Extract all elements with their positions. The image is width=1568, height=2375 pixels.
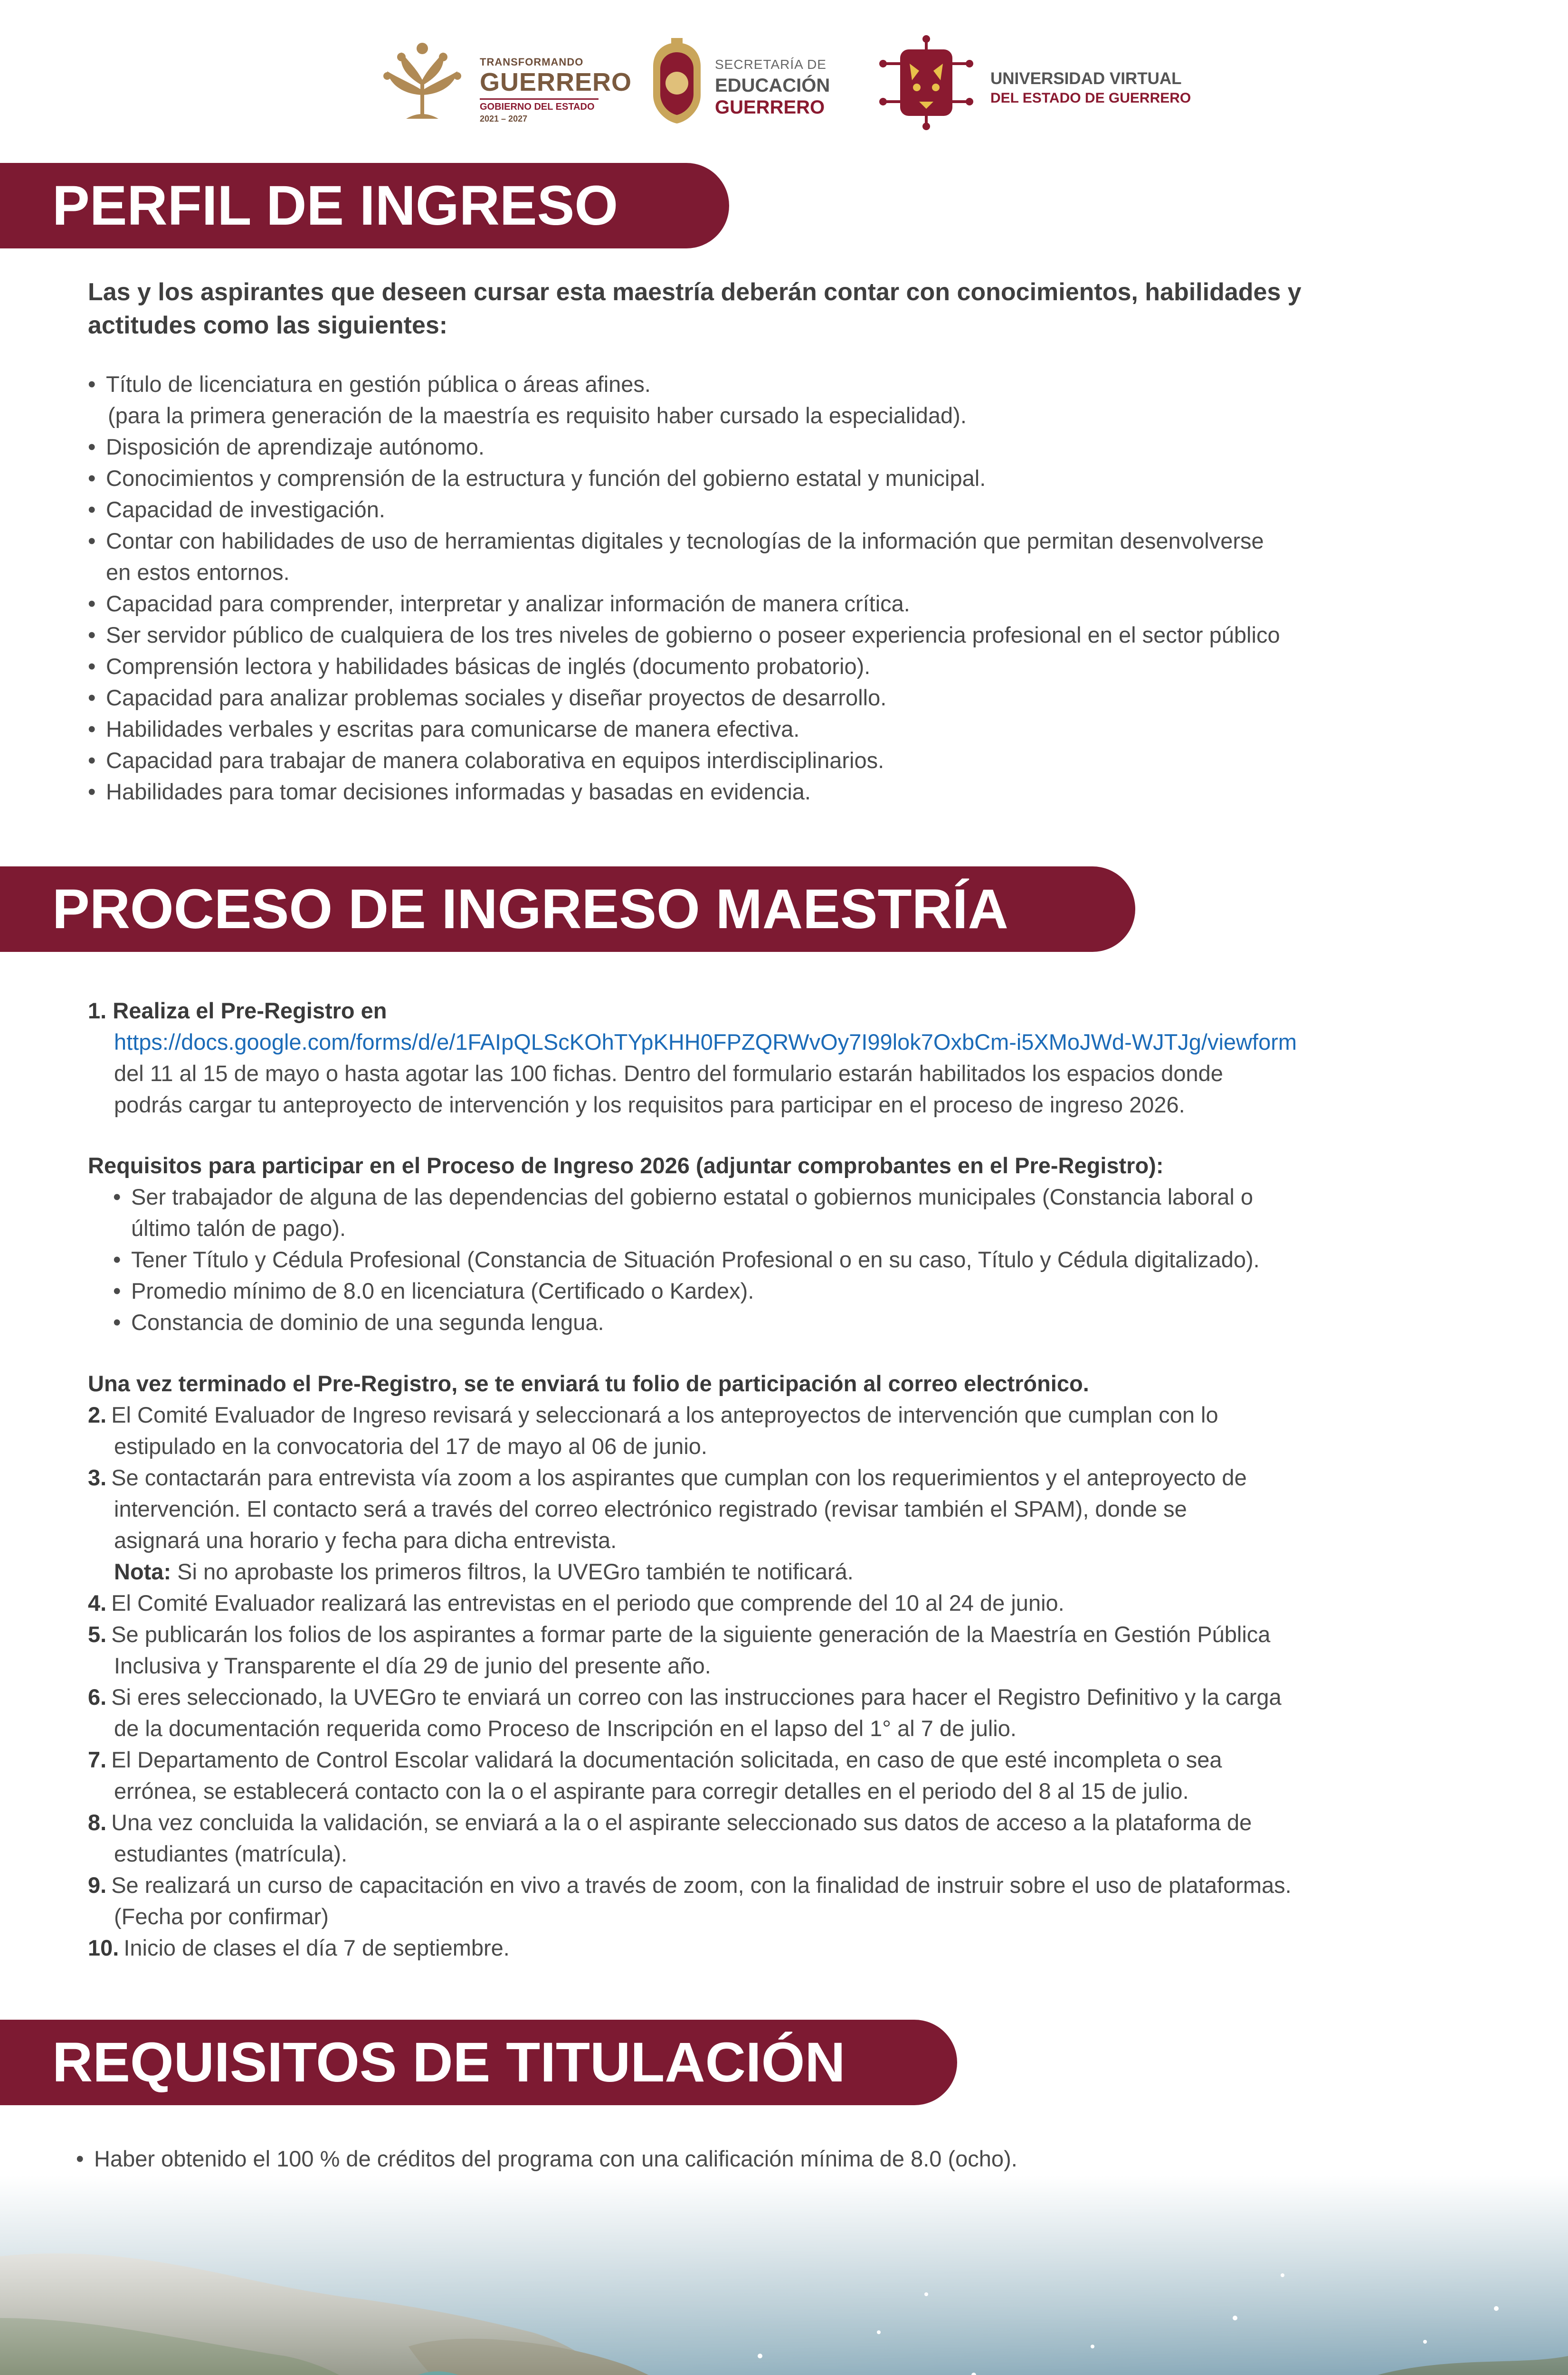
step-item-continuation: asignará una horario y fecha para dicha entrevista. (114, 1528, 617, 1553)
uv-line-2: DEL ESTADO DE GUERRERO (990, 90, 1191, 106)
sep-line-1: SECRETARÍA DE (715, 57, 827, 72)
step-item-continuation: estudiantes (matrícula). (114, 1841, 348, 1866)
step-text: Se contactarán para entrevista vía zoom a los aspirantes que cumplan con los requerimientos y el anteproyecto de (111, 1465, 1247, 1490)
logo-years-text: 2021 – 2027 (480, 114, 528, 124)
section-title-proceso: PROCESO DE INGRESO MAESTRÍA (0, 866, 1135, 952)
nota-line (114, 1556, 854, 1587)
nota-label: Nota: (114, 1559, 171, 1584)
list-item: • Contar con habilidades de uso de herramientas digitales y tecnologías de la información que permitan desenvolverse (88, 525, 1280, 557)
step-number: 10. (88, 1935, 119, 1960)
list-item: • Capacidad de investigación. (88, 494, 1280, 525)
step-item (88, 1462, 1247, 1493)
step-number: 4. (88, 1590, 107, 1615)
step-1-line-3: podrás cargar tu anteproyecto de intervención y los requisitos para participar en el proceso de ingreso 2026. (114, 1092, 1185, 1117)
step-item-continuation: de la documentación requerida como Proceso de Inscripción en el lapso del 1° al 7 de julio. (114, 1716, 1017, 1741)
list-item: • Promedio mínimo de 8.0 en licenciatura (Certificado o Kardex). (113, 1275, 1260, 1307)
step-1-title: 1. Realiza el Pre-Registro en (88, 998, 387, 1023)
list-item: • Habilidades verbales y escritas para comunicarse de manera efectiva. (88, 713, 1280, 745)
step-text: Si eres seleccionado, la UVEGro te enviará un correo con las instrucciones para hacer el Registro Definitivo y la carga (111, 1684, 1282, 1710)
sep-line-2: EDUCACIÓN (715, 75, 830, 96)
step-item (88, 1807, 1252, 1838)
section-title-titulacion: REQUISITOS DE TITULACIÓN (0, 2020, 957, 2105)
perfil-intro (88, 276, 1494, 342)
step-text: Se publicarán los folios de los aspirantes a formar parte de la siguiente generación de la Maestría en Gestión Pública (111, 1622, 1271, 1647)
step-item-continuation: intervención. El contacto será a través del correo electrónico registrado (revisar también el SPAM), donde se (114, 1496, 1187, 1521)
list-item-continuation: en estos entornos. (106, 560, 290, 585)
uv-line-1: UNIVERSIDAD VIRTUAL (990, 69, 1182, 88)
jaguar-circuit-icon (872, 35, 981, 130)
list-item: • Capacidad para trabajar de manera colaborativa en equipos interdisciplinarios. (88, 745, 1280, 776)
step-item-continuation: Inclusiva y Transparente el día 29 de junio del presente año. (114, 1653, 711, 1678)
list-item: • Ser trabajador de alguna de las dependencias del gobierno estatal o gobiernos municipales (Constancia laboral o (113, 1181, 1260, 1213)
folio-note: Una vez terminado el Pre-Registro, se te enviará tu folio de participación al correo electrónico. (88, 1371, 1089, 1396)
logo-name-text: GUERRERO (480, 68, 632, 96)
step-number: 5. (88, 1622, 107, 1647)
step-text: El Comité Evaluador realizará las entrevistas en el periodo que comprende del 10 al 24 de junio. (111, 1590, 1064, 1615)
step-text: Inicio de clases el día 7 de septiembre. (124, 1935, 510, 1960)
sep-line-3: GUERRERO (715, 97, 825, 118)
requisitos-title: Requisitos para participar en el Proceso de Ingreso 2026 (adjuntar comprobantes en el Pre-Registro): (88, 1153, 1164, 1178)
step-number: 9. (88, 1872, 107, 1898)
list-item: • Comprensión lectora y habilidades básicas de inglés (documento probatorio). (88, 651, 1280, 682)
section-title-perfil: PERFIL DE INGRESO (0, 163, 729, 248)
step-item-continuation: errónea, se establecerá contacto con la o el aspirante para corregir detalles en el periodo del 8 al 15 de julio. (114, 1778, 1189, 1804)
step-item (88, 1744, 1222, 1776)
step-text: El Comité Evaluador de Ingreso revisará y seleccionará a los anteproyectos de intervención que cumplan con lo (111, 1402, 1218, 1427)
step-item-continuation: estipulado en la convocatoria del 17 de mayo al 06 de junio. (114, 1434, 707, 1459)
list-item: • Tener Título y Cédula Profesional (Constancia de Situación Profesional o en su caso, Título y Cédula digitalizado). (113, 1244, 1260, 1275)
perfil-list (88, 369, 1280, 808)
list-item: • Disposición de aprendizaje autónomo. (88, 431, 1280, 463)
coat-of-arms-icon (644, 38, 710, 128)
step-number: 2. (88, 1402, 107, 1427)
list-item: • Capacidad para analizar problemas sociales y diseñar proyectos de desarrollo. (88, 682, 1280, 713)
step-item (88, 1399, 1218, 1431)
step-item (88, 1932, 510, 1964)
sep-logo (644, 38, 848, 128)
step-number: 8. (88, 1810, 107, 1835)
nota-text: Si no aprobaste los primeros filtros, la UVEGro también te notificará. (171, 1559, 854, 1584)
logo-small-text: TRANSFORMANDO (480, 56, 584, 68)
guerrero-government-logo (373, 38, 632, 128)
perfil-intro-line-2: actitudes como las siguientes: (88, 312, 448, 339)
list-item: • Habilidades para tomar decisiones informadas y basadas en evidencia. (88, 776, 1280, 808)
step-item (88, 1682, 1282, 1713)
header-logos (0, 29, 1568, 129)
list-item: • Título de licenciatura en gestión pública o áreas afines. (88, 369, 1280, 400)
list-item: • Haber obtenido el 100 % de créditos del programa con una calificación mínima de 8.0 (ocho). (76, 2143, 1017, 2175)
step-item-continuation: (Fecha por confirmar) (114, 1904, 329, 1929)
step-number: 6. (88, 1684, 107, 1710)
coastline-photo (0, 2176, 1568, 2375)
list-item: • Constancia de dominio de una segunda lengua. (113, 1307, 1260, 1338)
continuation-text: (para la primera generación de la maestría es requisito haber cursado la especialidad). (108, 403, 967, 428)
tree-emblem-icon (373, 38, 473, 128)
step-number: 7. (88, 1747, 107, 1772)
step-item (88, 1619, 1270, 1650)
list-item: • Conocimientos y comprensión de la estructura y función del gobierno estatal y municipal. (88, 463, 1280, 494)
list-item-continuation: último talón de pago). (131, 1216, 346, 1241)
perfil-intro-line-1: Las y los aspirantes que deseen cursar esta maestría deberán contar con conocimientos, habilidades y (88, 278, 1302, 306)
step-text: El Departamento de Control Escolar validará la documentación solicitada, en caso de que esté incompleta o sea (111, 1747, 1222, 1772)
step-text: Se realizará un curso de capacitación en vivo a través de zoom, con la finalidad de instruir sobre el uso de plataformas. (111, 1872, 1292, 1898)
uv-logo (872, 35, 1204, 130)
step-1-line-2: del 11 al 15 de mayo o hasta agotar las 100 fichas. Dentro del formulario estarán habilitados los espacios donde (114, 1061, 1223, 1086)
list-item: • Capacidad para comprender, interpretar y analizar información de manera crítica. (88, 588, 1280, 619)
list-item: • Ser servidor público de cualquiera de los tres niveles de gobierno o poseer experiencia profesional en el sector público (88, 619, 1280, 651)
preregistro-link[interactable]: https://docs.google.com/forms/d/e/1FAIpQLScKOhTYpKHH0FPZQRWvOy7I99lok7OxbCm-i5XMoJWd-WJTJg/viewform (114, 1029, 1297, 1054)
list-item-continuation (88, 400, 1280, 431)
step-item (88, 1870, 1292, 1901)
step-item (88, 1587, 1064, 1619)
step-text: Una vez concluida la validación, se enviará a la o el aspirante seleccionado sus datos de acceso a la plataforma de (111, 1810, 1252, 1835)
requisitos-list (113, 1181, 1260, 1338)
bay-aerial-image (0, 2176, 1568, 2375)
logo-sub-text: GOBIERNO DEL ESTADO (480, 102, 595, 112)
logo-divider (480, 98, 599, 100)
step-number: 3. (88, 1465, 107, 1490)
